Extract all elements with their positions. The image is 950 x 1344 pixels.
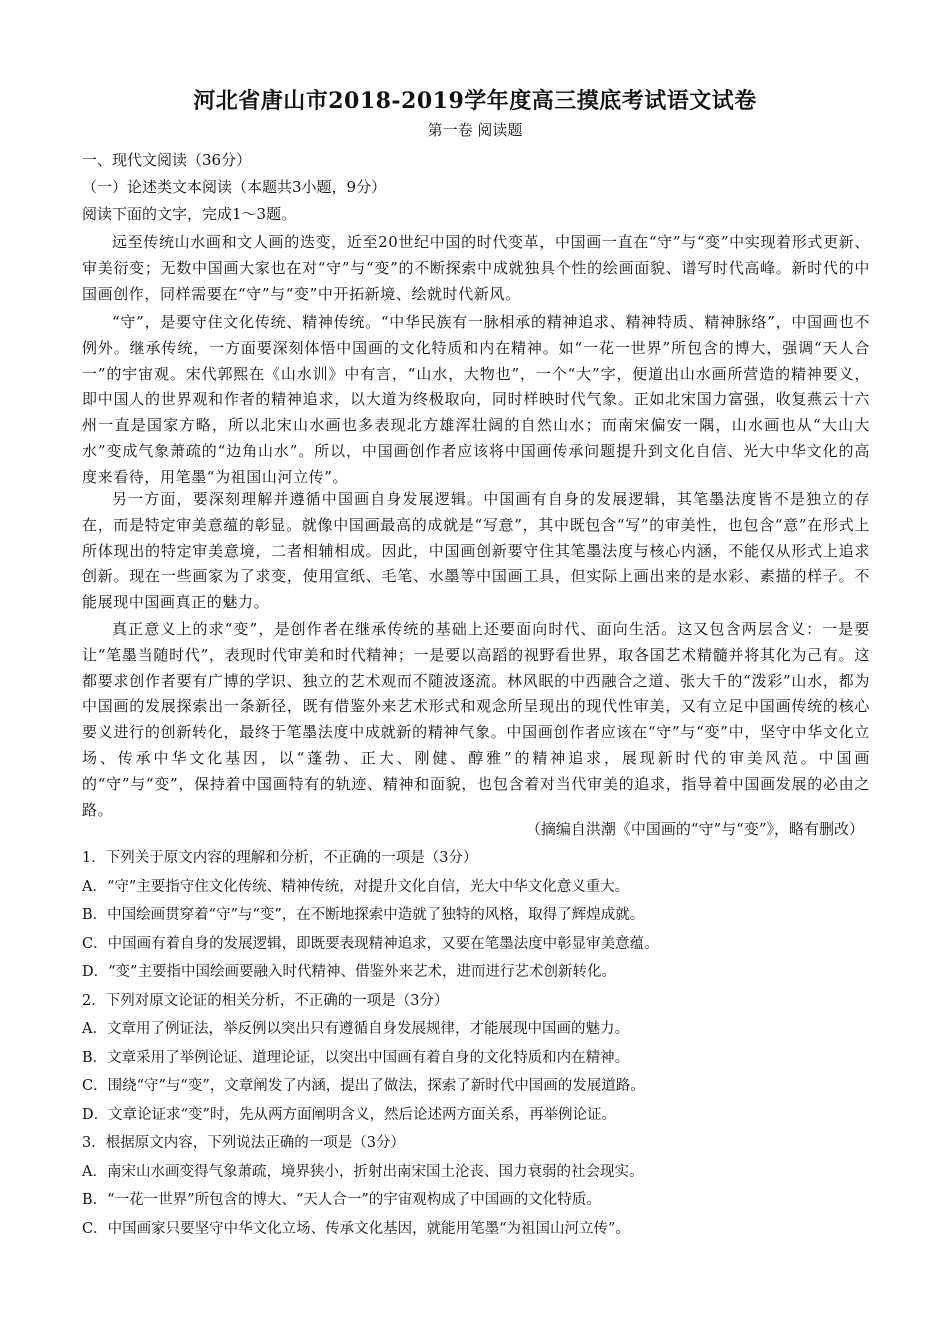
passage-paragraph-4: 真正意义上的求“变”，是创作者在继承传统的基础上还要面向时代、面向生活。这又包含两层含义：一是要让“笔墨当随时代”，表现时代审美和时代精神；一是要以高蹈的视野看世界，取各国艺术精髓并将其化为己有。这都要求创作者要有广博的学识、独立的艺术观而不随波逐流。林风眠的中西融合之道、张大千的“泼彩”山水，都为中国画的发展探索出一条新径，既有借鉴外来艺术形式和观念所呈现出的现代性审美，又有立足中国画传统的核心要义进行的创新转化，最终于笔墨法度中成就新的精神气象。中国画创作者应该在“守”与“变”中，坚守中华文化立场、传承中华文化基因，以“蓬勃、正大、刚健、醇雅”的精神追求，展现新时代的审美风范。中国画的“守”与“变”，保持着中国画特有的轨迹、精神和面貌，也包含着对当代审美的追求，指导着中国画发展的必由之路。 xyxy=(82,620,870,819)
question-3-option-b: B．“一花一世界”所包含的博大、“天人合一”的宇宙观构成了中国画的文化特质。 xyxy=(82,1192,601,1208)
question-2-option-b: B．文章采用了举例论证、道理论证，以突出中国画有着自身的文化特质和内在精神。 xyxy=(82,1050,630,1066)
question-2-option-a: A．文章用了例证法，举反例以突出只有遵循自身发展规律，才能展现中国画的魅力。 xyxy=(82,1021,629,1037)
reading-instruction: 阅读下面的文字，完成1～3题。 xyxy=(82,205,297,223)
question-1-option-a: A．“守”主要指守住文化传统、精神传统，对提升文化自信，光大中华文化意义重大。 xyxy=(82,879,630,895)
question-2-stem: 2．下列对原文论证的相关分析，不正确的一项是（3分） xyxy=(82,993,449,1009)
question-3-stem: 3．根据原文内容，下列说法正确的一项是（3分） xyxy=(82,1135,405,1151)
question-1-option-d: D．“变”主要指中国绘画要融入时代精神、借鉴外来艺术，进而进行艺术创新转化。 xyxy=(82,964,616,980)
passage-paragraph-3: 另一方面，要深刻理解并遵循中国画自身发展逻辑。中国画有自身的发展逻辑，其笔墨法度皆不是独立的存在，而是特定审美意蕴的彰显。就像中国画最高的成就是“写意”，其中既包含“写”的审美性，也包含“意”在形式上所体现出的特定审美意境，二者相辅相成。因此，中国画创新要守住其笔墨法度与核心内涵，不能仅从形式上追求创新。现在一些画家为了求变，使用宣纸、毛笔、水墨等中国画工具，但实际上画出来的是水彩、素描的样子。不能展现中国画真正的魅力。 xyxy=(82,490,870,612)
question-3-option-a: A．南宋山水画变得气象萧疏，境界狭小，折射出南宋国土沦丧、国力衰弱的社会现实。 xyxy=(82,1164,644,1180)
question-3-option-c: C．中国画家只要坚守中华文化立场、传承文化基因，就能用笔墨“为祖国山河立传”。 xyxy=(82,1221,630,1237)
subsection-heading: （一）论述类文本阅读（本题共3小题，9分） xyxy=(82,178,387,196)
passage-paragraph-1: 远至传统山水画和文人画的迭变，近至20世纪中国的时代变革，中国画一直在“守”与“变”中实现着形式更新、审美衍变；无数中国画大家也在对“守”与“变”的不断探索中成就独具个性的绘画面貌、谱写时代高峰。新时代的中国画创作，同样需要在“守”与“变”中开拓新境、绘就时代新风。 xyxy=(82,233,870,303)
exam-title: 河北省唐山市2018-2019学年度高三摸底考试语文试卷 xyxy=(193,88,757,114)
question-2-option-d: D．文章论证求“变”时，先从两方面阐明含义，然后论述两方面关系，再举例论证。 xyxy=(82,1107,616,1123)
question-1-option-c: C．中国画有着自身的发展逻辑，即既要表现精神追求，又要在笔墨法度中彰显审美意蕴。 xyxy=(82,936,659,952)
passage-paragraph-2: “守”，是要守住文化传统、精神传统。“中华民族有一脉相承的精神追求、精神特质、精神脉络”，中国画也不例外。继承传统，一方面要深刻体悟中国画的文化特质和内在精神。如“一花一世界”所包含的博大，强调“天人合一”的宇宙观。宋代郭熙在《山水训》中有言，“山水，大物也”，一个“大”字，便道出山水画所营造的精神要义，即中国人的世界观和作者的精神追求，以大道为终极取向，同时样映时代气象。正如北宋国力富强，收复燕云十六州一直是国家方略，所以北宋山水画也多表现北方雄浑壮阔的自然山水；而南宋偏安一隅，山水画也从“大山大水”变成气象萧疏的“边角山水”。所以，中国画创作者应该将中国画传承问题提升到文化自信、光大中华文化的高度来看待，用笔墨“为祖国山河立传”。 xyxy=(82,313,870,486)
volume-subtitle: 第一卷 阅读题 xyxy=(427,121,523,139)
section-heading: 一、现代文阅读（36分） xyxy=(82,151,252,169)
source-citation: （摘编自洪潮《中国画的“守”与“变”》，略有删改） xyxy=(525,820,864,838)
question-1-stem: 1．下列关于原文内容的理解和分析，不正确的一项是（3分） xyxy=(82,850,478,866)
question-1-option-b: B．中国绘画贯穿着“守”与“变”，在不断地探索中造就了独特的风格，取得了辉煌成就。 xyxy=(82,907,645,923)
question-2-option-c: C．围绕“守”与“变”，文章阐发了内涵，提出了做法，探索了新时代中国画的发展道路。 xyxy=(82,1078,645,1094)
